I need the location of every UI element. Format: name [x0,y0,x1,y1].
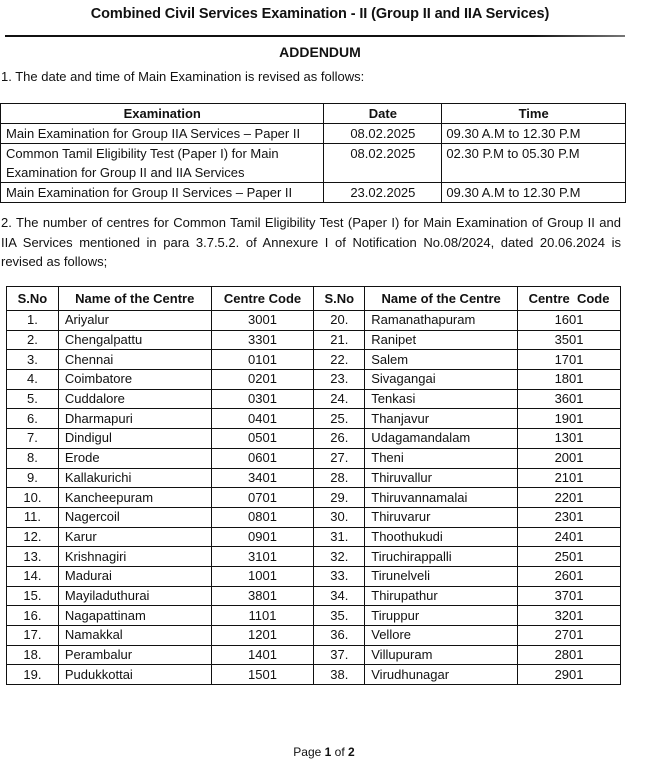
exam-name-cell: Main Examination for Group IIA Services – Paper II [1,124,324,144]
table-row [1,124,626,144]
centre-code-cell: 0701 [211,488,314,508]
centre-name-cell: Tiruppur [365,606,518,626]
sno-cell: 9. [7,468,59,488]
sno-cell: 16. [7,606,59,626]
centre-name-cell: Ranipet [365,330,518,350]
centre-name-cell: Theni [365,448,518,468]
sno-cell: 27. [314,448,365,468]
centre-name-cell: Karur [58,527,211,547]
centre-code-cell: 2301 [518,507,621,527]
table-row [7,507,621,527]
centre-name-cell: Namakkal [58,626,211,646]
centre-code-cell: 3401 [211,468,314,488]
table-row [7,488,621,508]
centre-code-cell: 2701 [518,626,621,646]
column-header-sno: S.No [7,287,59,311]
centre-name-cell: Dharmapuri [58,409,211,429]
centre-name-cell: Erode [58,448,211,468]
table-row [7,429,621,449]
document-title: Combined Civil Services Examination - II (Group II and IIA Services) [90,6,550,22]
sno-cell: 11. [7,507,59,527]
centre-name-cell: Ramanathapuram [365,311,518,331]
current-page: 1 [324,745,332,759]
centre-code-cell: 1601 [518,311,621,331]
centre-code-cell: 2801 [518,645,621,665]
sno-cell: 35. [314,606,365,626]
column-header-centre-code: Centre Code [211,287,314,311]
centre-code-cell: 3201 [518,606,621,626]
sno-cell: 31. [314,527,365,547]
addendum-heading: ADDENDUM [279,44,361,60]
column-header-examination: Examination [1,104,324,124]
table-row [7,586,621,606]
centre-code-cell: 3801 [211,586,314,606]
table-row [7,409,621,429]
sno-cell: 36. [314,626,365,646]
table-row [7,389,621,409]
sno-cell: 18. [7,645,59,665]
sno-cell: 4. [7,370,59,390]
centre-name-cell: Madurai [58,566,211,586]
centre-name-cell: Thiruvarur [365,507,518,527]
centre-name-cell: Krishnagiri [58,547,211,567]
sno-cell: 3. [7,350,59,370]
sno-cell: 7. [7,429,59,449]
centre-name-cell: Chengalpattu [58,330,211,350]
total-pages: 2 [348,745,355,759]
centre-name-cell: Villupuram [365,645,518,665]
centre-code-cell: 0601 [211,448,314,468]
centre-name-cell: Pudukkottai [58,665,211,685]
centre-name-cell: Tirunelveli [365,566,518,586]
column-header-sno: S.No [314,287,365,311]
centre-code-cell: 2601 [518,566,621,586]
sno-cell: 37. [314,645,365,665]
centre-code-cell: 0801 [211,507,314,527]
sno-cell: 29. [314,488,365,508]
centre-name-cell: Salem [365,350,518,370]
centre-name-cell: Vellore [365,626,518,646]
paragraph-1: 1. The date and time of Main Examination is revised as follows: [1,69,365,84]
centre-code-cell: 0201 [211,370,314,390]
centre-name-cell: Tenkasi [365,389,518,409]
centre-code-cell: 3501 [518,330,621,350]
centre-name-cell: Virudhunagar [365,665,518,685]
table-row [7,566,621,586]
table-row [1,183,626,203]
centre-name-cell: Mayiladuthurai [58,586,211,606]
sno-cell: 30. [314,507,365,527]
centre-name-cell: Kancheepuram [58,488,211,508]
page-label: Page [293,745,322,759]
centre-name-cell: Nagapattinam [58,606,211,626]
centre-code-cell: 2001 [518,448,621,468]
table-row [7,665,621,685]
exam-schedule-table [0,103,626,203]
table-row [7,350,621,370]
sno-cell: 8. [7,448,59,468]
centre-code-cell: 1701 [518,350,621,370]
exam-time-cell: 02.30 P.M to 05.30 P.M [442,144,626,183]
centre-name-cell: Dindigul [58,429,211,449]
centre-code-cell: 3701 [518,586,621,606]
exam-name-cell: Common Tamil Eligibility Test (Paper I) for Main Examination for Group II and IIA Services [1,144,324,183]
sno-cell: 26. [314,429,365,449]
centre-code-cell: 1201 [211,626,314,646]
centre-code-cell: 0401 [211,409,314,429]
centre-name-cell: Coimbatore [58,370,211,390]
table-row [7,527,621,547]
sno-cell: 28. [314,468,365,488]
centre-name-cell: Perambalur [58,645,211,665]
sno-cell: 24. [314,389,365,409]
centre-code-cell: 0901 [211,527,314,547]
centre-name-cell: Nagercoil [58,507,211,527]
centre-code-cell: 3301 [211,330,314,350]
exam-date-cell: 08.02.2025 [324,144,442,183]
centre-name-cell: Ariyalur [58,311,211,331]
centre-name-cell: Sivagangai [365,370,518,390]
table-row [7,370,621,390]
exam-date-cell: 23.02.2025 [324,183,442,203]
centres-table [6,286,621,685]
centre-code-cell: 1401 [211,645,314,665]
paragraph-2: 2. The number of centres for Common Tamil Eligibility Test (Paper I) for Main Examination of Group II and IIA Services mentioned in para 3.7.5.2. of Annexure I of Notification No.08/2024, dated 20.06.2024 is revised as follows; [1,215,621,269]
centre-code-cell: 1801 [518,370,621,390]
sno-cell: 21. [314,330,365,350]
column-header-centre-code: Centre Code [518,287,621,311]
sno-cell: 1. [7,311,59,331]
centre-code-cell: 0301 [211,389,314,409]
exam-name-cell: Main Examination for Group II Services – Paper II [1,183,324,203]
centre-code-cell: 2201 [518,488,621,508]
sno-cell: 14. [7,566,59,586]
table-row [1,144,626,183]
centre-code-cell: 3601 [518,389,621,409]
column-header-date: Date [324,104,442,124]
sno-cell: 34. [314,586,365,606]
column-header-centre-name: Name of the Centre [365,287,518,311]
sno-cell: 25. [314,409,365,429]
table-row [7,606,621,626]
exam-time-cell: 09.30 A.M to 12.30 P.M [442,124,626,144]
sno-cell: 6. [7,409,59,429]
sno-cell: 32. [314,547,365,567]
centre-code-cell: 1101 [211,606,314,626]
sno-cell: 15. [7,586,59,606]
centre-code-cell: 0501 [211,429,314,449]
page-footer [0,745,648,759]
centre-name-cell: Thiruvallur [365,468,518,488]
centre-code-cell: 1901 [518,409,621,429]
centre-code-cell: 3101 [211,547,314,567]
centre-name-cell: Thiruvannamalai [365,488,518,508]
sno-cell: 5. [7,389,59,409]
centre-code-cell: 1501 [211,665,314,685]
exam-time-cell: 09.30 A.M to 12.30 P.M [442,183,626,203]
centre-name-cell: Tiruchirappalli [365,547,518,567]
table-header-row [7,287,621,311]
centre-name-cell: Cuddalore [58,389,211,409]
centre-code-cell: 2501 [518,547,621,567]
sno-cell: 10. [7,488,59,508]
sno-cell: 17. [7,626,59,646]
table-row [7,626,621,646]
centre-name-cell: Kallakurichi [58,468,211,488]
column-header-centre-name: Name of the Centre [58,287,211,311]
header-divider [5,35,625,37]
sno-cell: 19. [7,665,59,685]
centre-code-cell: 1001 [211,566,314,586]
sno-cell: 13. [7,547,59,567]
table-row [7,311,621,331]
centre-name-cell: Chennai [58,350,211,370]
sno-cell: 12. [7,527,59,547]
of-label: of [334,745,345,759]
table-row [7,547,621,567]
centre-code-cell: 3001 [211,311,314,331]
centre-code-cell: 2101 [518,468,621,488]
centre-name-cell: Thoothukudi [365,527,518,547]
column-header-time: Time [442,104,626,124]
table-row [7,448,621,468]
sno-cell: 2. [7,330,59,350]
centre-name-cell: Thanjavur [365,409,518,429]
centre-name-cell: Udagamandalam [365,429,518,449]
sno-cell: 38. [314,665,365,685]
sno-cell: 33. [314,566,365,586]
sno-cell: 20. [314,311,365,331]
table-header-row [1,104,626,124]
sno-cell: 22. [314,350,365,370]
centre-code-cell: 1301 [518,429,621,449]
centre-code-cell: 2401 [518,527,621,547]
table-row [7,645,621,665]
table-row [7,330,621,350]
table-row [7,468,621,488]
exam-date-cell: 08.02.2025 [324,124,442,144]
centre-name-cell: Thirupathur [365,586,518,606]
centre-code-cell: 0101 [211,350,314,370]
centre-code-cell: 2901 [518,665,621,685]
sno-cell: 23. [314,370,365,390]
